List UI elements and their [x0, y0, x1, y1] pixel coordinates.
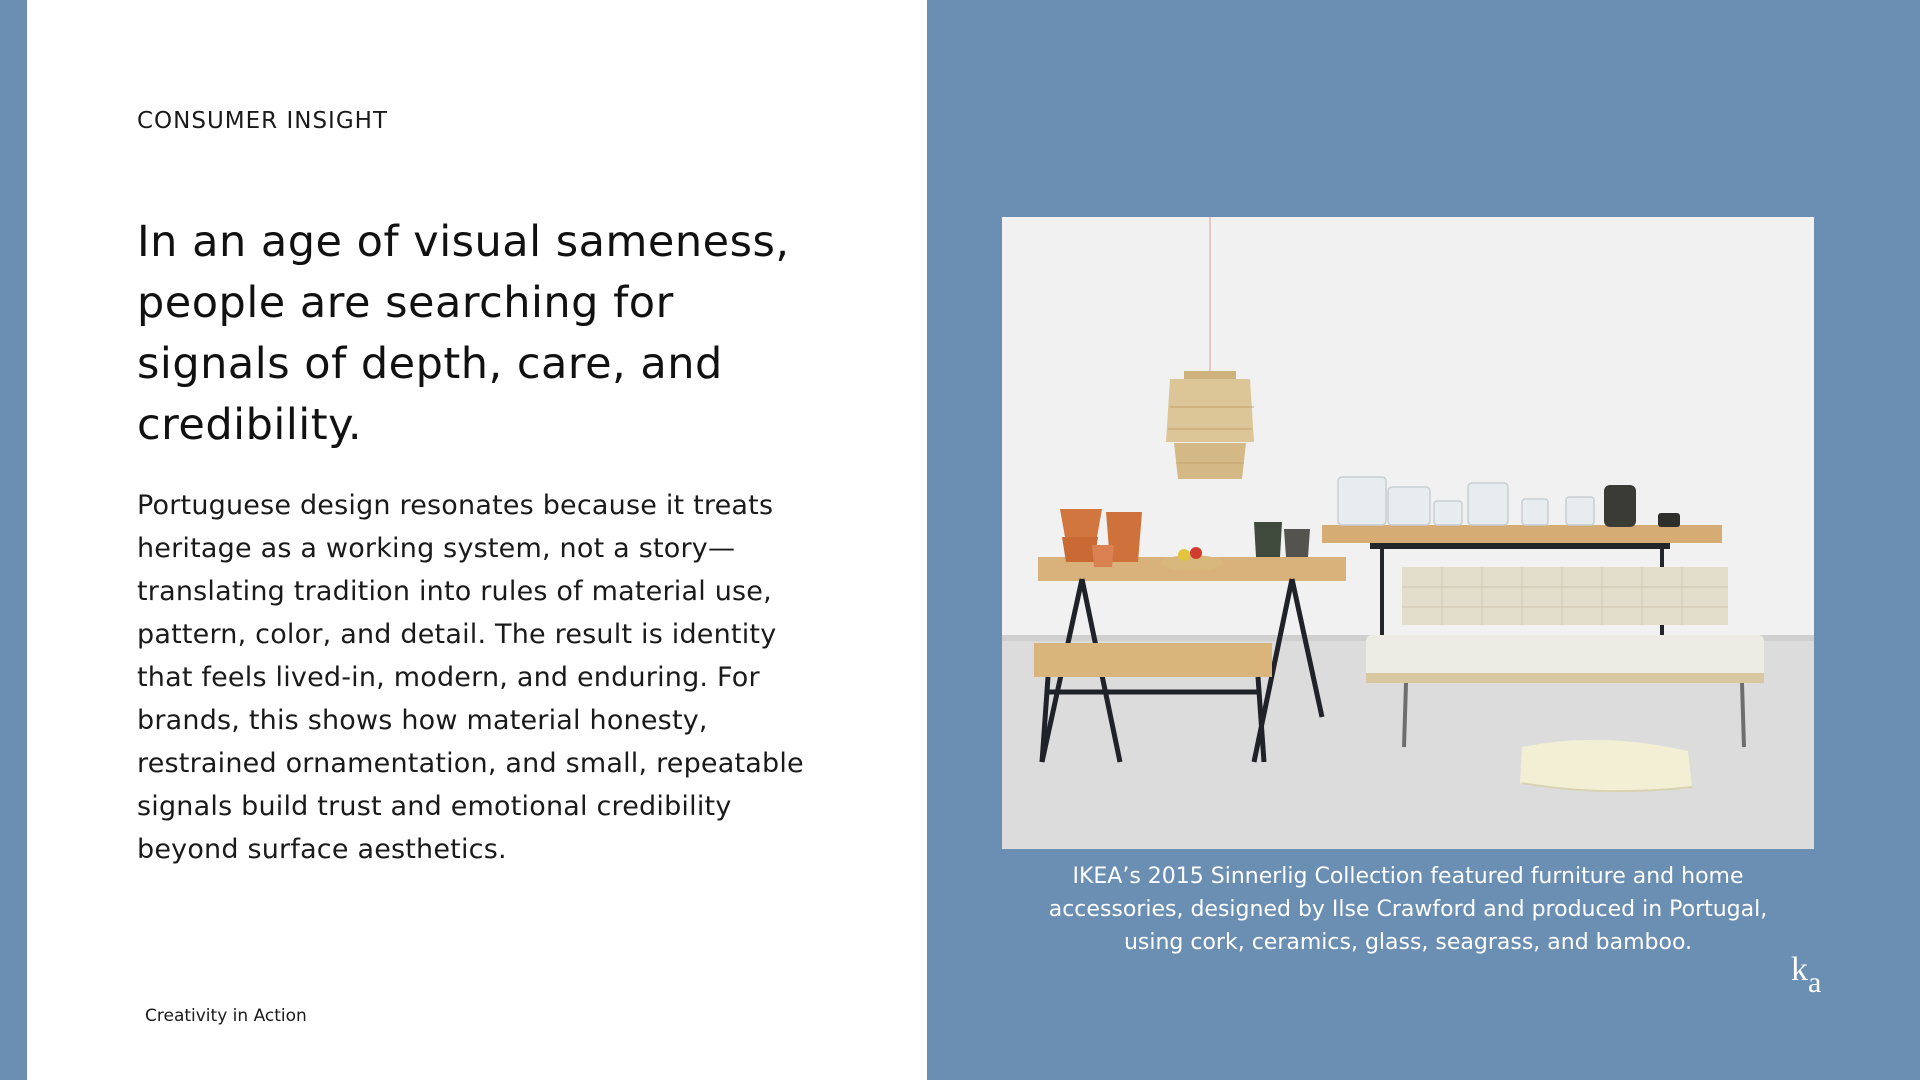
svg-text:a: a: [1808, 966, 1822, 994]
text-panel: [27, 0, 927, 1080]
pendant-lamp-icon: [1166, 371, 1254, 479]
section-eyebrow: CONSUMER INSIGHT: [137, 108, 389, 134]
product-photo: [1002, 217, 1814, 849]
headline: In an age of visual sameness, people are searching for signals of depth, care, and credibility.: [137, 217, 790, 450]
brand-logo-icon: [1790, 950, 1832, 994]
svg-text:k: k: [1791, 951, 1808, 988]
photo-caption: IKEA’s 2015 Sinnerlig Collection featured furniture and home accessories, designed by Ilse Crawford and produced in Portugal, using cork, ceramics, glass, seagrass, and bamboo.: [1048, 864, 1768, 955]
footer-label: Creativity in Action: [145, 1006, 307, 1026]
body-paragraph: Portuguese design resonates because it treats heritage as a working system, not a story—translating tradition into rules of material use, pattern, color, and detail. The result is identity that feels lived-in, modern, and enduring. For brands, this shows how material honesty, restrained ornamentation, and small, repeatable signals build trust and emotional credibility beyond surface aesthetics.: [137, 490, 804, 865]
